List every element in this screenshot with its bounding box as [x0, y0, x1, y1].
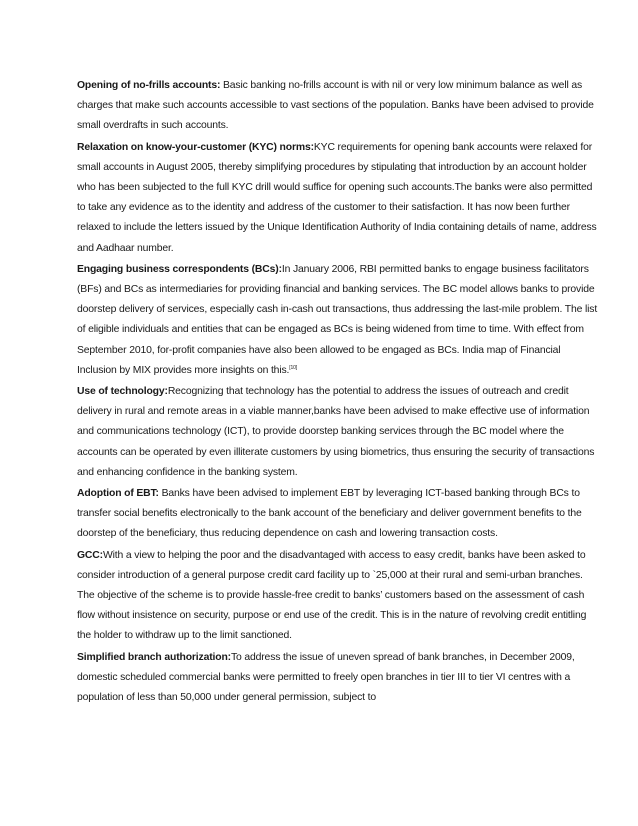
paragraph-heading: Engaging business correspondents (BCs): [77, 263, 282, 275]
paragraph-adoption-of-ebt [77, 484, 598, 545]
paragraph-heading: Use of technology: [77, 386, 168, 398]
paragraph-kyc-norms [77, 138, 598, 259]
paragraph-body: To address the issue of uneven spread of bank branches, in December 2009, domestic scheduled commercial banks were permitted to freely open branches in tier III to tier VI centres with a population of less than 50,000 under general permission, subject to [77, 651, 575, 704]
paragraph-body: KYC requirements for opening bank accounts were relaxed for small accounts in August 2005, thereby simplifying procedures by stipulating that introduction by an account holder who has been subjected to the full KYC drill would suffice for opening such accounts.The banks were also permitted to take any evidence as to the identity and address of the customer to their satisfaction. It has now been further relaxed to include the letters issued by the Unique Identification Authority of India containing details of name, address and Aadhaar number. [77, 141, 597, 254]
paragraph-body: Basic banking no-frills account is with nil or very low minimum balance as well as charges that make such accounts accessible to vast sections of the population. Banks have been advised to provide small overdrafts in such accounts. [77, 80, 594, 132]
paragraph-body: Recognizing that technology has the potential to address the issues of outreach and credit delivery in rural and remote areas in a viable manner,banks have been advised to make effective use of information and communications technology (ICT), to provide doorstep banking services through the BC model where the accounts can be operated by even illiterate customers by using biometrics, thus ensuring the security of transactions and enhancing confidence in the banking system. [77, 386, 595, 478]
paragraph-use-of-technology [77, 382, 598, 483]
paragraph-body: With a view to helping the poor and the disadvantaged with access to easy credit, banks have been asked to consider introduction of a general purpose credit card facility up to `25,000 at their rural and semi-urban branches. The objective of the scheme is to provide hassle-free credit to banks’ customers based on the assessment of cash flow without insistence on security, purpose or end use of the credit. This is in the nature of revolving credit entitling the holder to withdraw up to the limit sanctioned. [77, 549, 587, 642]
paragraph-heading: Opening of no-frills accounts: [77, 80, 221, 91]
paragraph-branch-authorization [77, 648, 598, 709]
paragraph-body: In January 2006, RBI permitted banks to engage business facilitators (BFs) and BCs as intermediaries for providing financial and banking services. The BC model allows banks to provide doorstep delivery of services, especially cash in-cash out transactions, thus addressing the last-mile problem. The list of eligible individuals and entities that can be engaged as BCs is being widened from time to time. With effect from September 2010, for-profit companies have also been allowed to be engaged as BCs. India map of Financial Inclusion by MIX provides more insights on this. [77, 263, 598, 376]
paragraph-heading: Adoption of EBT: [77, 488, 159, 500]
paragraph-gcc [77, 546, 598, 647]
citation-link[interactable]: [10] [289, 364, 298, 371]
paragraph-heading: Simplified branch authorization: [77, 651, 231, 663]
paragraph-body: Banks have been advised to implement EBT by leveraging ICT-based banking through BCs to transfer social benefits electronically to the bank account of the beneficiary and deliver government benefits to the doorstep of the beneficiary, thus reducing dependence on cash and lowering transaction costs. [77, 488, 582, 540]
paragraph-no-frills-accounts [77, 76, 598, 137]
paragraph-heading: GCC: [77, 549, 103, 561]
paragraph-business-correspondents [77, 260, 598, 381]
paragraph-heading: Relaxation on know-your-customer (KYC) norms: [77, 141, 314, 153]
